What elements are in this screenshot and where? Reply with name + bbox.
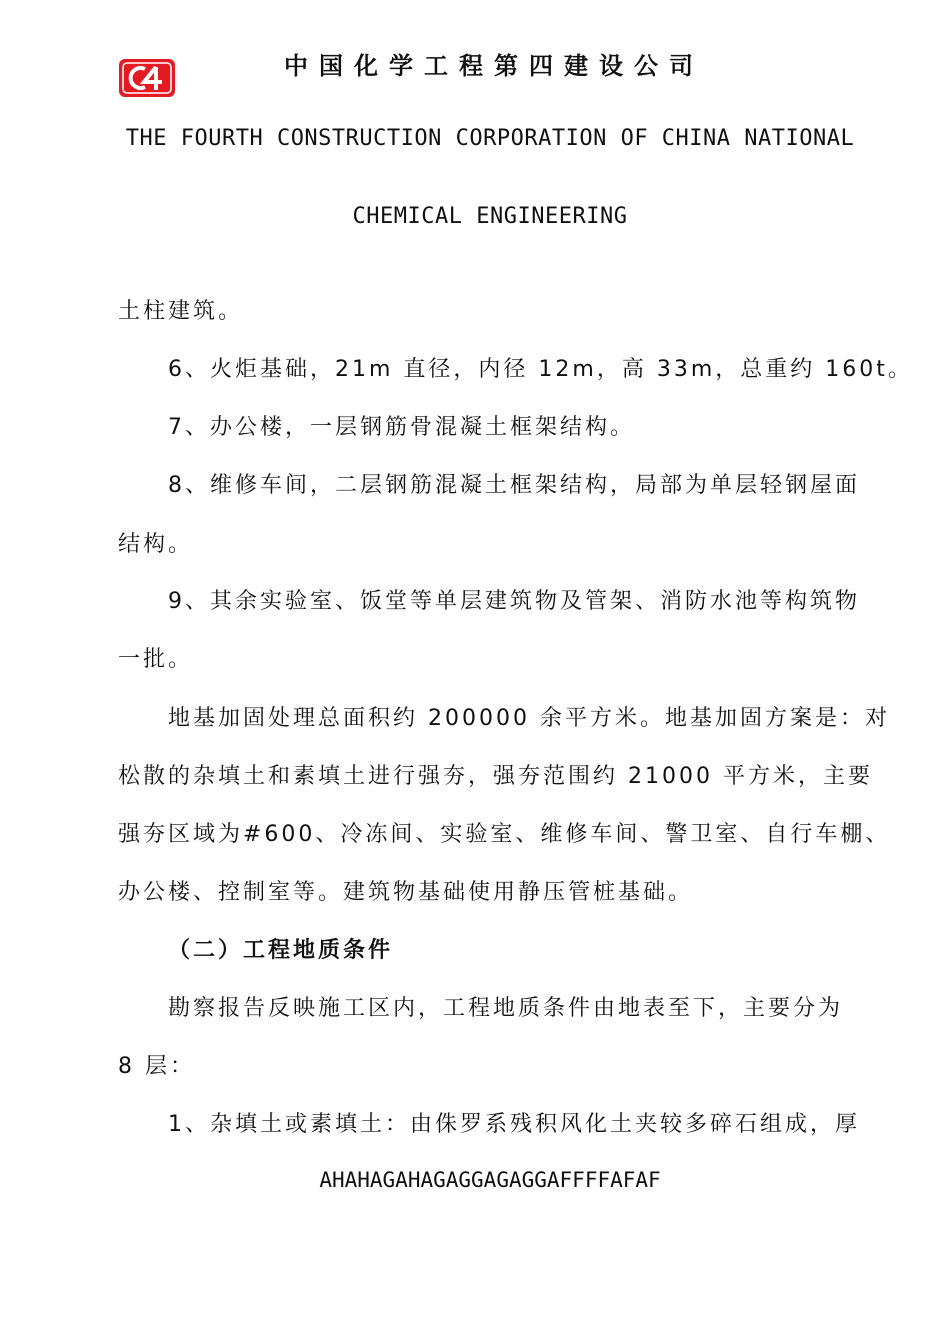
text-line: 8 层： xyxy=(118,1054,195,1079)
footer-text: AHAHAGAHAGAGGAGAGGAFFFFAFAF xyxy=(319,1168,661,1192)
list-item-1: 1、杂填土或素填土：由侏罗系残积风化土夹较多碎石组成，厚 xyxy=(168,1112,860,1137)
list-item-8: 8、维修车间，二层钢筋混凝土框架结构，局部为单层轻钢屋面 xyxy=(168,473,860,498)
company-name-en-line1: THE FOURTH CONSTRUCTION CORPORATION OF CHINA NATIONAL xyxy=(125,126,855,151)
section-heading: （二）工程地质条件 xyxy=(168,938,394,963)
text-line: 土柱建筑。 xyxy=(118,299,244,324)
list-item-6: 6、火炬基础，21m 直径，内径 12m，高 33m，总重约 160t。 xyxy=(168,357,913,382)
text-line: 强夯区域为#600、冷冻间、实验室、维修车间、警卫室、自行车棚、 xyxy=(118,822,891,847)
list-item-9: 9、其余实验室、饭堂等单层建筑物及管架、消防水池等构筑物 xyxy=(168,589,860,614)
text-line: 松散的杂填土和素填土进行强夯，强夯范围约 21000 平方米，主要 xyxy=(118,764,873,789)
text-line: 结构。 xyxy=(118,532,194,557)
text-line: 办公楼、控制室等。建筑物基础使用静压管桩基础。 xyxy=(118,880,694,905)
paragraph-geology: 勘察报告反映施工区内，工程地质条件由地表至下，主要分为 xyxy=(168,996,844,1021)
paragraph-foundation: 地基加固处理总面积约 200000 余平方米。地基加固方案是：对 xyxy=(168,706,890,731)
company-logo xyxy=(118,58,176,98)
list-item-7: 7、办公楼，一层钢筋骨混凝土框架结构。 xyxy=(168,415,635,440)
text-line: 一批。 xyxy=(118,647,194,672)
company-name-en-line2: CHEMICAL ENGINEERING xyxy=(352,204,628,229)
company-name-cn: 中国化学工程第四建设公司 xyxy=(284,52,704,80)
